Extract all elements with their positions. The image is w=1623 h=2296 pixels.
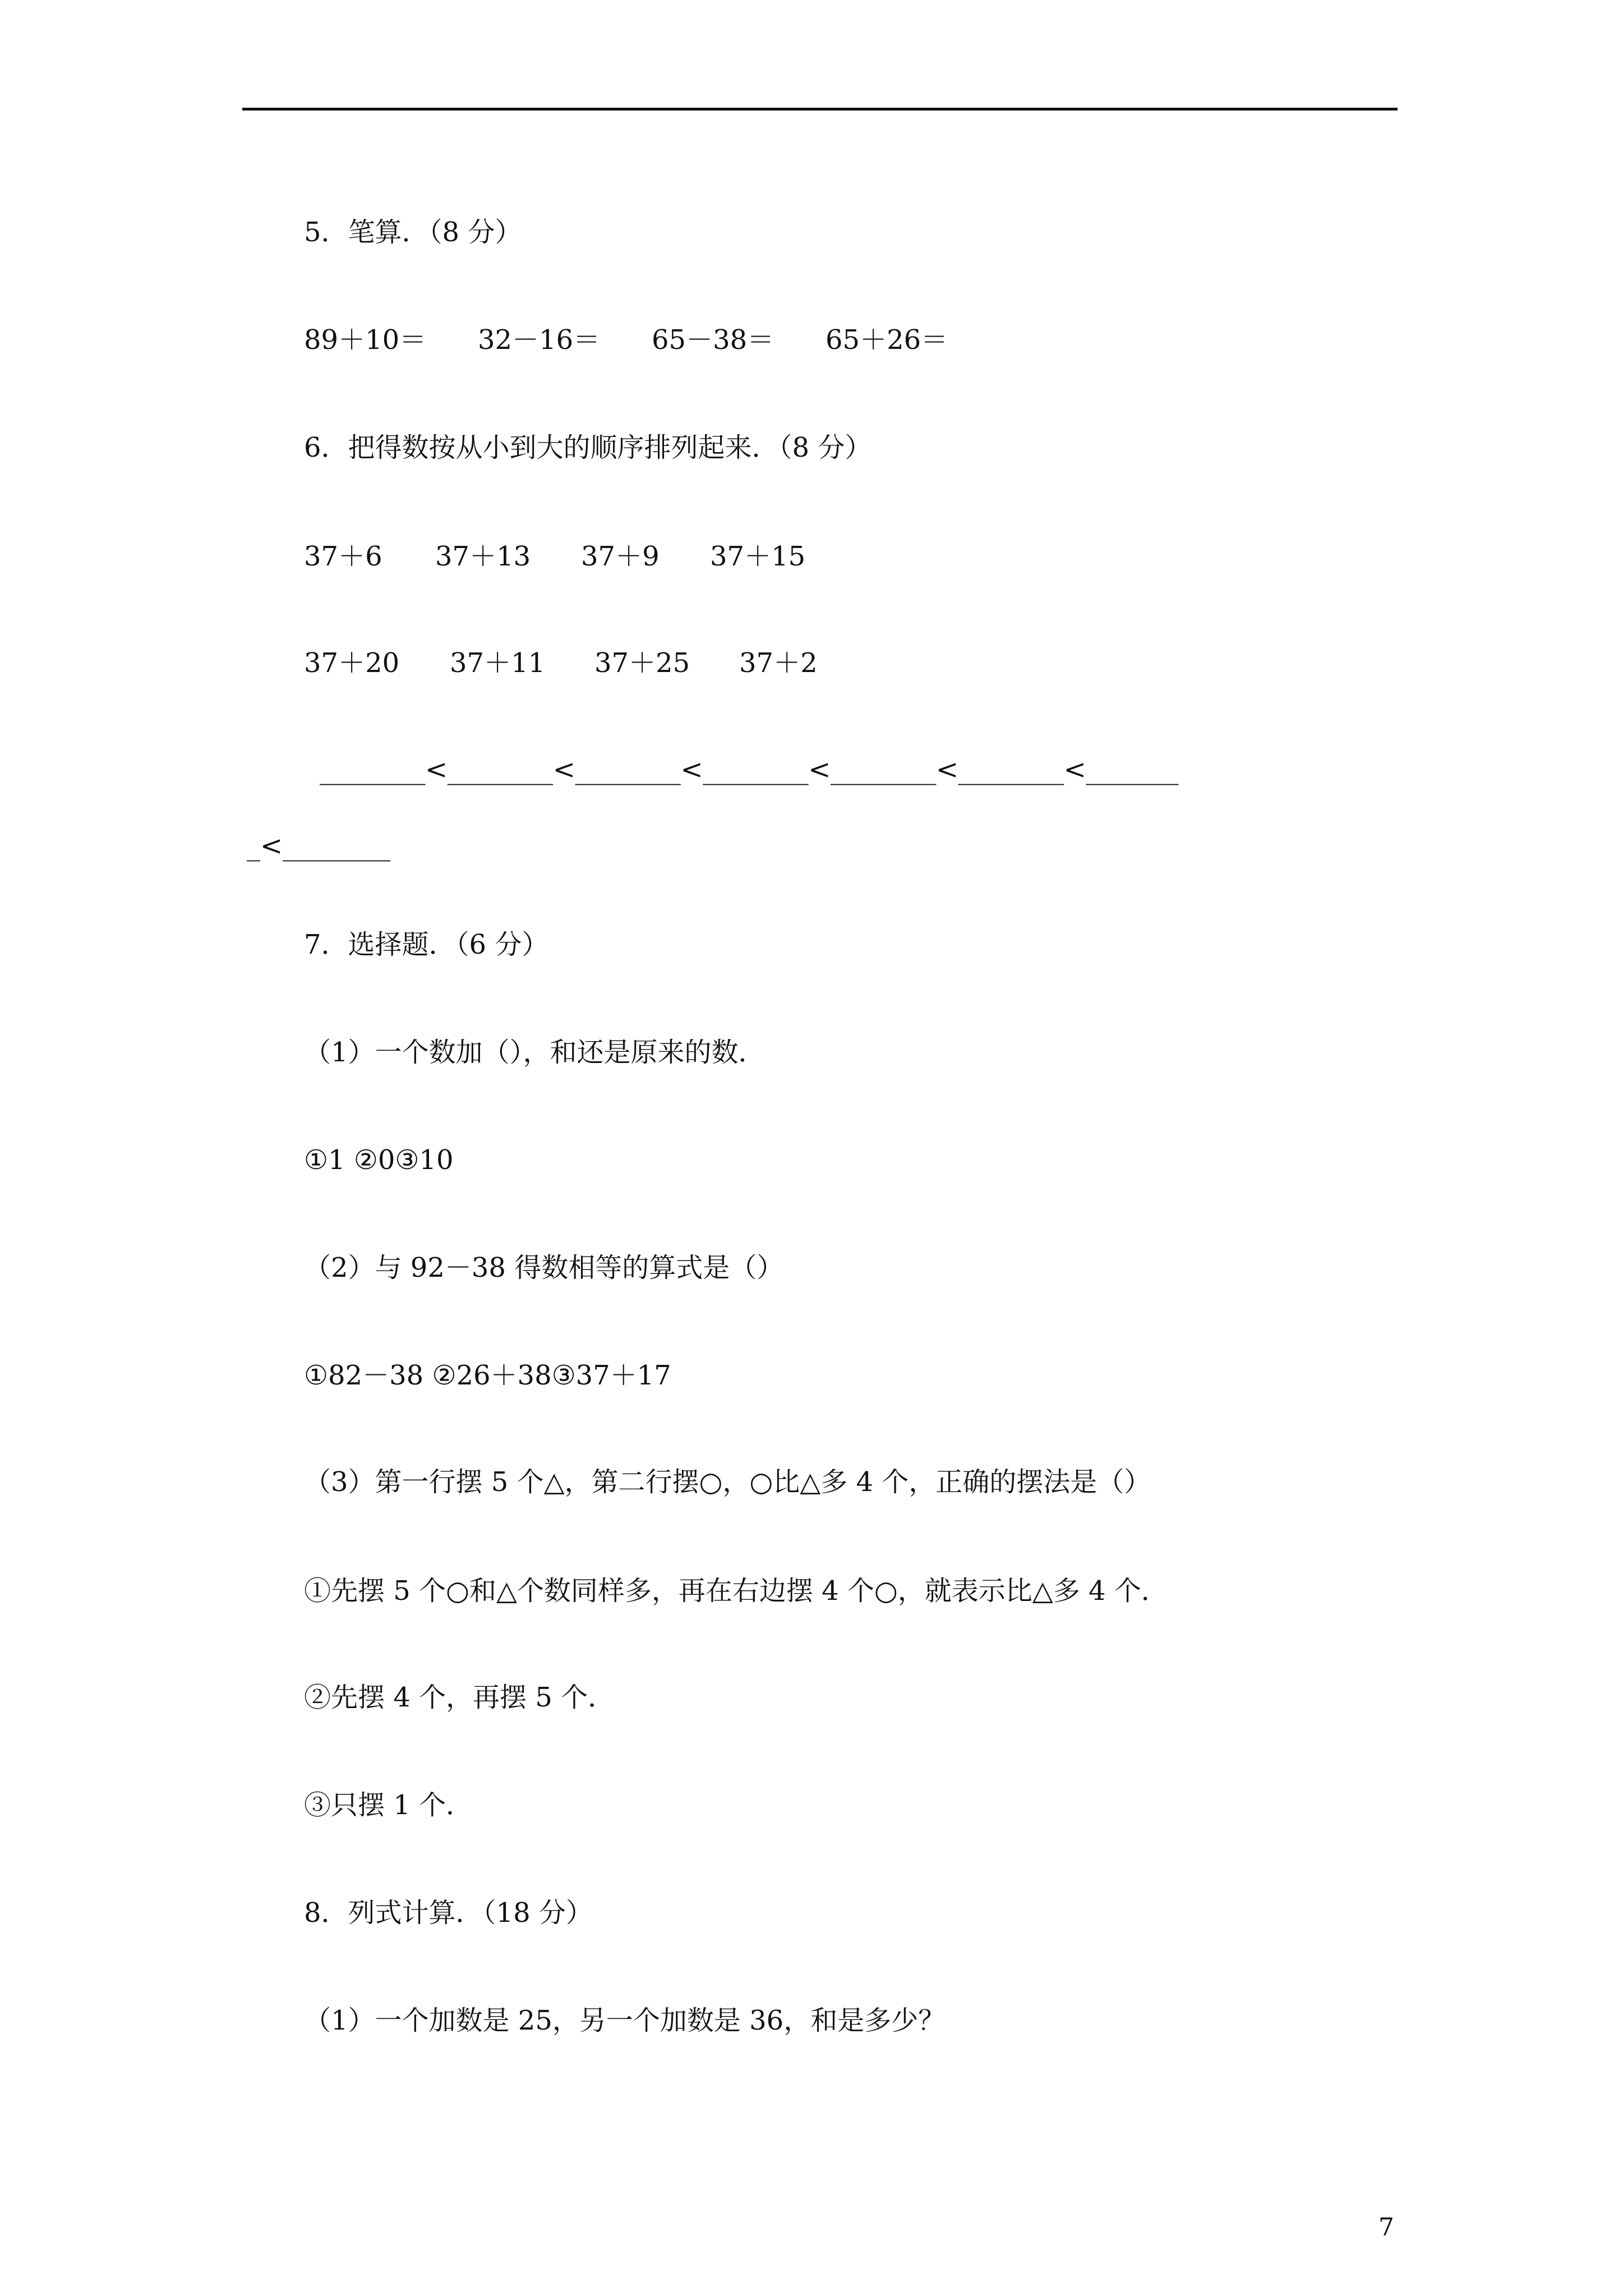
q5-title: 5．笔算．（8 分） [304, 217, 522, 248]
q7-sub1-question: （1）一个数加（），和还是原来的数． [304, 1037, 766, 1068]
q5-expression-2: 32－16＝ [478, 324, 601, 356]
q6-row1-item-4: 37＋15 [710, 541, 806, 572]
q6-row2-item-4: 37＋2 [739, 647, 818, 679]
q7-sub3-option-2: ②先摆 4 个，再摆 5 个． [304, 1682, 615, 1713]
q6-title: 6．把得数按从小到大的顺序排列起来．（8 分） [304, 432, 872, 463]
header-rule [242, 108, 1398, 111]
q6-answer-blanks-line1: ________<________<________<________<________<________<_______ [320, 754, 1178, 785]
q7-title: 7．选择题．（6 分） [304, 929, 549, 960]
q6-row1-item-3: 37＋9 [581, 541, 660, 572]
q7-sub3-option-1: ①先摆 5 个○和△个数同样多，再在右边摆 4 个○，就表示比△多 4 个． [304, 1575, 1168, 1607]
q5-expression-4: 65＋26＝ [826, 324, 948, 356]
q6-row1-item-1: 37＋6 [304, 541, 382, 572]
q6-row2-item-3: 37＋25 [594, 647, 690, 679]
q8-title: 8．列式计算．（18 分） [304, 1897, 593, 1929]
q5-expression-1: 89＋10＝ [304, 324, 427, 356]
q7-sub3-option-3: ③只摆 1 个． [304, 1789, 473, 1821]
q6-row2-item-2: 37＋11 [450, 647, 546, 679]
q6-row2-item-1: 37＋20 [304, 647, 400, 679]
q6-answer-blanks-line2: _<________ [247, 830, 391, 862]
page-number: 7 [1378, 2213, 1394, 2242]
q6-row1-item-2: 37＋13 [435, 541, 531, 572]
q8-sub1-question: （1）一个加数是 25，另一个加数是 36，和是多少？ [304, 2005, 946, 2036]
q7-sub2-options: ①82－38 ②26＋38③37＋17 [304, 1360, 671, 1391]
q7-sub1-options: ①1 ②0③10 [304, 1144, 454, 1176]
q7-sub3-question: （3）第一行摆 5 个△，第二行摆○，○比△多 4 个，正确的摆法是（） [304, 1466, 1151, 1498]
q7-sub2-question: （2）与 92－38 得数相等的算式是（） [304, 1252, 784, 1283]
q5-expression-3: 65－38＝ [652, 324, 774, 356]
